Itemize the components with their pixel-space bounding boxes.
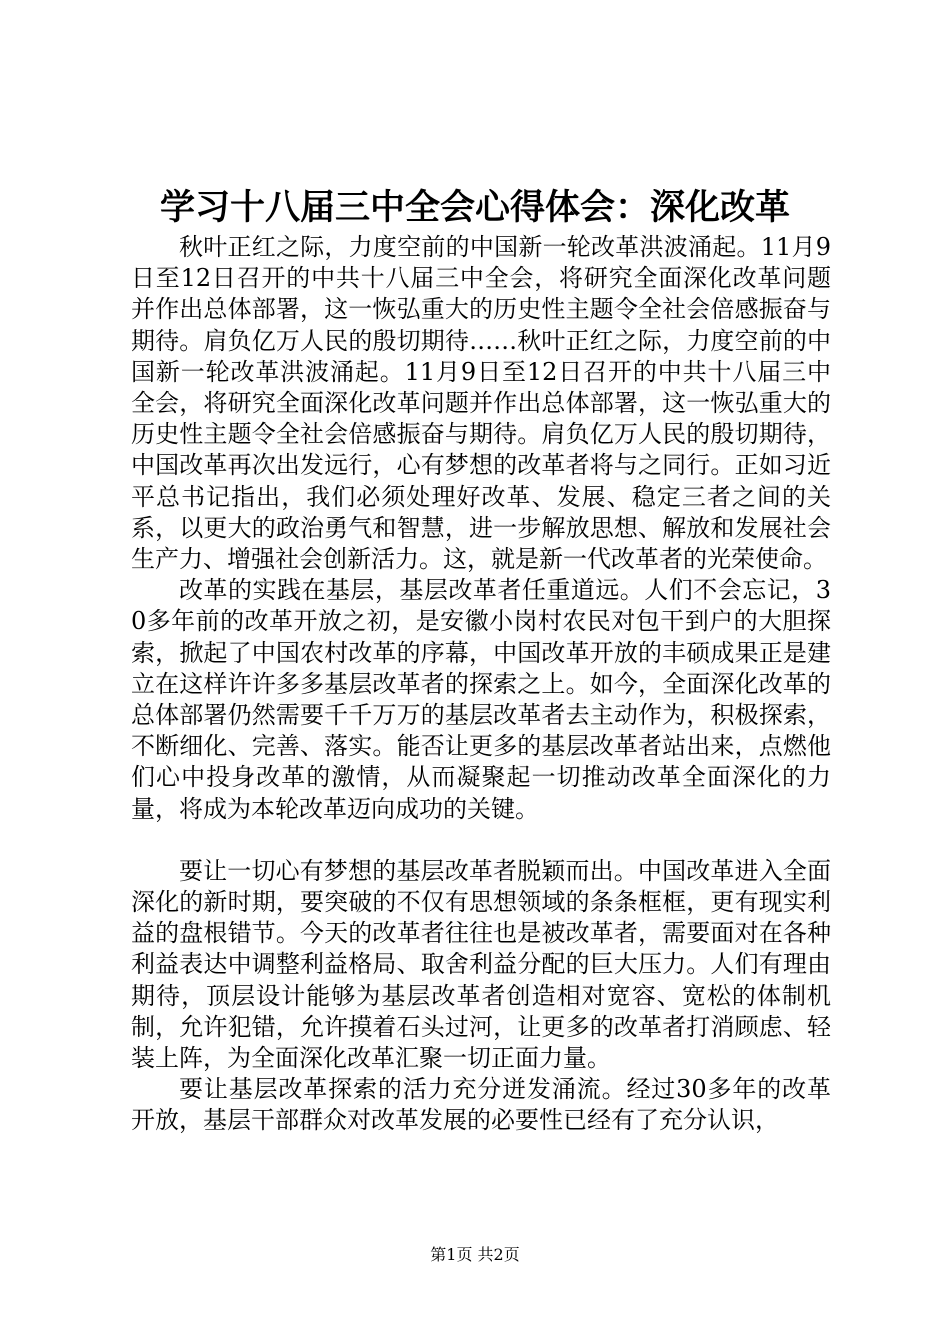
paragraph-2: 改革的实践在基层，基层改革者任重道远。人们不会忘记，30多年前的改革开放之初，是安徽小岗村农民对包干到户的大胆探索，掀起了中国农村改革的序幕，中国改革开放的丰硕成果正是建立在这样许许多多基层改革者的探索之上。如今，全面深化改革的总体部署仍然需要千千万万的基层改革者去主动作为，积极探索，不断细化、完善、落实。能否让更多的基层改革者站出来，点燃他们心中投身改革的激情，从而凝聚起一切推动改革全面深化的力量，将成为本轮改革迈向成功的关键。: [131, 576, 831, 823]
paragraph-4: 要让基层改革探索的活力充分迸发涌流。经过30多年的改革开放，基层干部群众对改革发展的必要性已经有了充分认识，: [131, 1075, 831, 1135]
paragraph-3: 要让一切心有梦想的基层改革者脱颖而出。中国改革进入全面深化的新时期，要突破的不仅有思想领域的条条框框，更有现实利益的盘根错节。今天的改革者往往也是被改革者，需要面对在各种利益表达中调整利益格局、取舍利益分配的巨大压力。人们有理由期待，顶层设计能够为基层改革者创造相对宽容、宽松的体制机制，允许犯错，允许摸着石头过河，让更多的改革者打消顾虑、轻装上阵，为全面深化改革汇聚一切正面力量。: [131, 856, 831, 1073]
page-footer: 第1页 共2页: [430, 1245, 520, 1264]
paragraph-1: 秋叶正红之际，力度空前的中国新一轮改革洪波涌起。11月9日至12日召开的中共十八届三中全会，将研究全面深化改革问题并作出总体部署，这一恢弘重大的历史性主题令全社会倍感振奋与期待。肩负亿万人民的殷切期待……秋叶正红之际，力度空前的中国新一轮改革洪波涌起。11月9日至12日召开的中共十八届三中全会，将研究全面深化改革问题并作出总体部署，这一恢弘重大的历史性主题令全社会倍感振奋与期待。肩负亿万人民的殷切期待，中国改革再次出发远行，心有梦想的改革者将与之同行。正如习近平总书记指出，我们必须处理好改革、发展、稳定三者之间的关系，以更大的政治勇气和智慧，进一步解放思想、解放和发展社会生产力、增强社会创新活力。这，就是新一代改革者的光荣使命。: [131, 233, 831, 574]
document-title: 学习十八届三中全会心得体会：深化改革: [159, 187, 790, 228]
document-body: [131, 232, 831, 1137]
paragraph-spacer: [131, 825, 831, 856]
